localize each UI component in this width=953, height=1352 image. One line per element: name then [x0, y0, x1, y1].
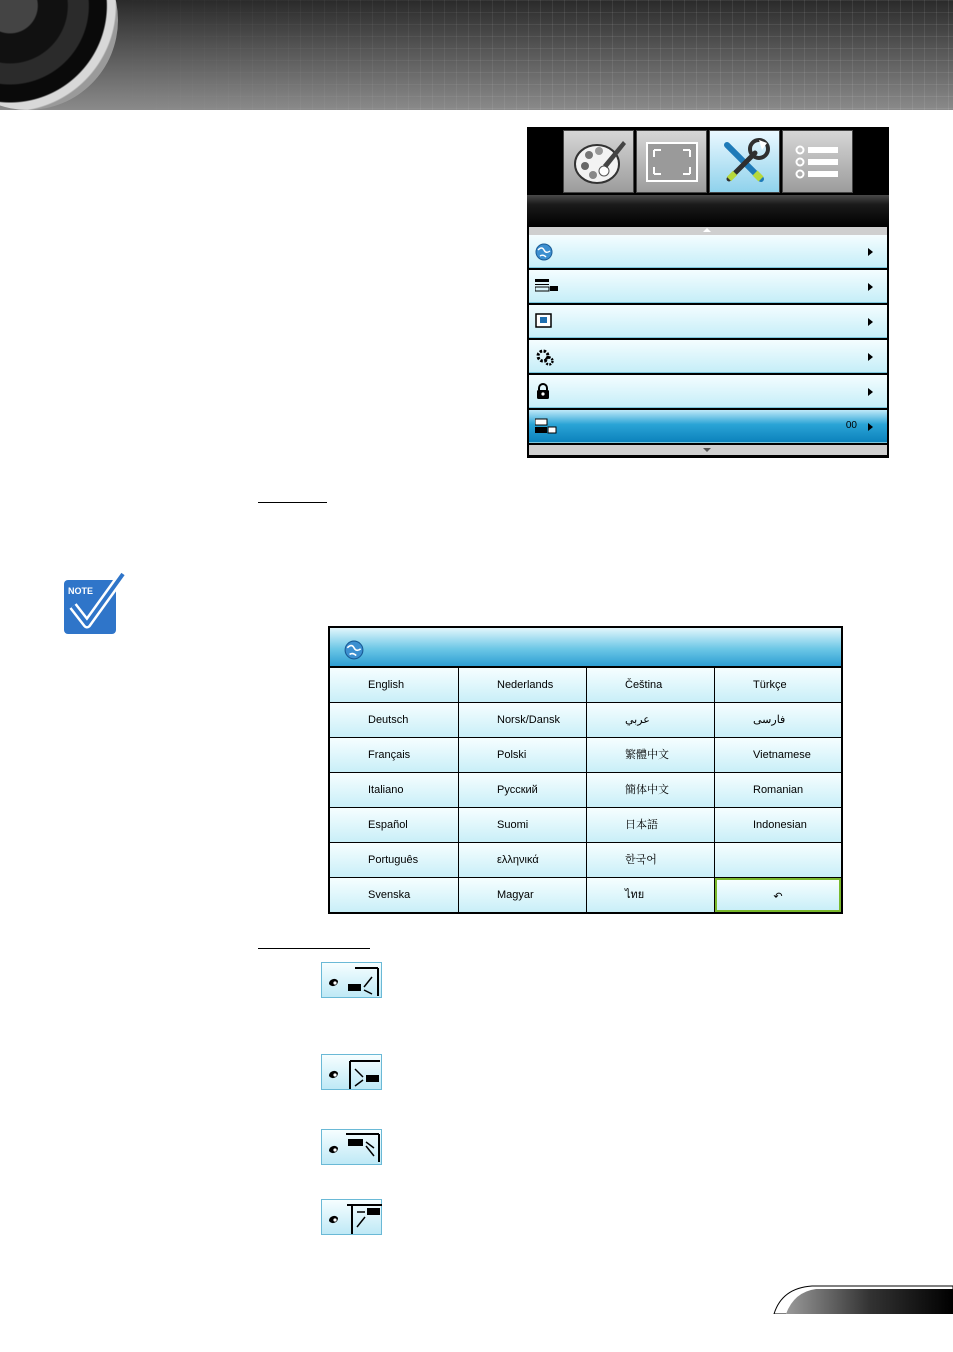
screen-type-icon — [535, 278, 559, 292]
language-dialog-header — [330, 628, 841, 666]
section-heading-underline — [258, 502, 327, 503]
tab-image[interactable] — [563, 130, 634, 193]
scroll-down-bar[interactable] — [529, 445, 887, 455]
note-check-icon — [63, 572, 129, 636]
header-grid-pattern — [0, 0, 953, 110]
language-option-turkce[interactable]: Türkçe — [715, 668, 841, 702]
header-banner — [0, 0, 953, 110]
screen-resize-icon — [642, 137, 702, 187]
osd-row-language[interactable] — [529, 235, 887, 268]
options-list-icon — [788, 137, 848, 187]
language-option-nederlands[interactable]: Nederlands — [459, 668, 586, 702]
language-option-traditional-chinese[interactable]: 繁體中文 — [587, 738, 714, 772]
projection-front-desktop — [321, 962, 382, 998]
language-option-polski[interactable]: Polski — [459, 738, 586, 772]
exit-return-button[interactable] — [715, 878, 841, 912]
chevron-right-icon — [868, 248, 873, 256]
scroll-down-icon — [703, 448, 711, 452]
language-option-russian[interactable]: Русский — [459, 773, 586, 807]
language-option-svenska[interactable]: Svenska — [330, 878, 458, 912]
osd-row-advanced[interactable] — [529, 340, 887, 373]
chevron-right-icon — [868, 388, 873, 396]
language-option-thai[interactable]: ไทย — [587, 878, 714, 912]
footer-swoosh-graphic — [772, 1284, 953, 1314]
language-option-espanol[interactable]: Español — [330, 808, 458, 842]
language-option-arabic[interactable]: عربي — [587, 703, 714, 737]
osd-row-projector-id[interactable] — [529, 410, 887, 443]
osd-title-bar — [527, 195, 889, 227]
tab-display[interactable] — [636, 130, 707, 193]
scroll-up-bar[interactable] — [529, 227, 887, 235]
language-option-magyar[interactable]: Magyar — [459, 878, 586, 912]
language-option-portugues[interactable]: Português — [330, 843, 458, 877]
section-heading-underline — [258, 948, 370, 949]
language-option-romanian[interactable]: Romanian — [715, 773, 841, 807]
language-option-farsi[interactable]: فارسی — [715, 703, 841, 737]
palette-icon — [569, 135, 629, 189]
svg-text:NOTE: NOTE — [68, 586, 94, 596]
projection-rear-ceiling — [321, 1199, 382, 1235]
osd-row-screen-type[interactable] — [529, 270, 887, 303]
menu-location-icon — [535, 313, 553, 329]
language-option-norsk-dansk[interactable]: Norsk/Dansk — [459, 703, 586, 737]
chevron-right-icon — [868, 318, 873, 326]
projector-id-icon — [535, 418, 557, 434]
tab-setup[interactable] — [709, 130, 780, 193]
language-option-cestina[interactable]: Čeština — [587, 668, 714, 702]
osd-row-menu-location[interactable] — [529, 305, 887, 338]
globe-language-icon — [344, 640, 364, 660]
projector-id-value: 00 — [845, 420, 857, 431]
return-arrow-icon: ↶ — [773, 891, 783, 903]
language-option-empty — [715, 843, 841, 877]
osd-tab-bar — [527, 127, 889, 195]
lock-icon — [535, 383, 551, 400]
scroll-up-icon — [703, 228, 711, 232]
advanced-settings-icon — [535, 348, 555, 366]
language-option-deutsch[interactable]: Deutsch — [330, 703, 458, 737]
tab-options[interactable] — [782, 130, 853, 193]
language-dialog — [328, 626, 843, 914]
projection-rear-desktop — [321, 1129, 382, 1165]
rear-desktop-icon — [322, 1130, 383, 1166]
language-option-english[interactable]: English — [330, 668, 458, 702]
projection-front-ceiling — [321, 1054, 382, 1090]
globe-language-icon — [535, 243, 553, 261]
rear-ceiling-icon — [322, 1200, 383, 1236]
language-option-indonesian[interactable]: Indonesian — [715, 808, 841, 842]
language-option-japanese[interactable]: 日本語 — [587, 808, 714, 842]
osd-row-security[interactable] — [529, 375, 887, 408]
chevron-right-icon — [868, 353, 873, 361]
chevron-right-icon — [868, 423, 873, 431]
chevron-right-icon — [868, 283, 873, 291]
tools-icon — [715, 135, 775, 189]
front-desktop-icon — [322, 963, 383, 999]
language-option-simplified-chinese[interactable]: 簡体中文 — [587, 773, 714, 807]
page-footer-tab — [772, 1284, 953, 1314]
note-badge — [63, 572, 129, 641]
language-option-suomi[interactable]: Suomi — [459, 808, 586, 842]
language-option-francais[interactable]: Français — [330, 738, 458, 772]
language-option-vietnamese[interactable]: Vietnamese — [715, 738, 841, 772]
language-option-greek[interactable]: ελληνικά — [459, 843, 586, 877]
osd-setup-menu — [527, 127, 889, 458]
language-option-korean[interactable]: 한국어 — [587, 843, 714, 877]
front-ceiling-icon — [322, 1055, 383, 1091]
language-option-italiano[interactable]: Italiano — [330, 773, 458, 807]
